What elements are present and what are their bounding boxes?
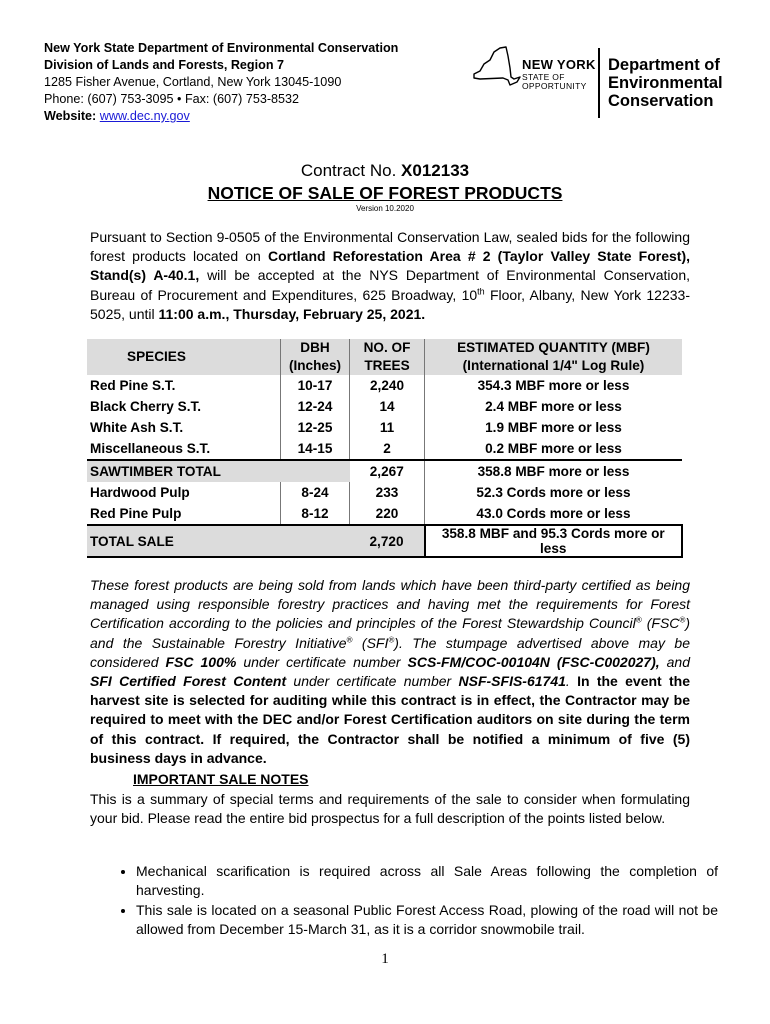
version-label: Version 10.2020: [356, 204, 414, 213]
new-york-state-map-icon: [470, 44, 522, 88]
intro-paragraph: Pursuant to Section 9-0505 of the Environmental Conservation Law, sealed bids for the following forest products located on Cortland Reforestation Area # 2 (Taylor Valley State Forest), Stand(s) A-40.1, will be accepted at the NYS Department of Environmental Conservation, Bureau of Procurement and Expenditures, 625 Broadway, 10th Floor, Albany, New York 12233-5025, until 11:00 a.m., Thursday, February 25, 2021.: [90, 229, 691, 322]
sawtimber-total-row: SAWTIMBER TOTAL 2,267 358.8 MBF more or less: [87, 460, 682, 482]
website-link[interactable]: www.dec.ny.gov: [99, 109, 190, 123]
title-block: [0, 160, 770, 214]
logo-new-york: NEW YORK: [522, 57, 596, 72]
table-row: Red Pine S.T. 10-17 2,240 354.3 MBF more or less: [87, 375, 682, 396]
col-header-dbh: DBH (Inches): [281, 339, 350, 375]
address: 1285 Fisher Avenue, Cortland, New York 13045-1090: [44, 75, 342, 89]
document-title: NOTICE OF SALE OF FOREST PRODUCTS: [207, 183, 563, 203]
list-item: • This sale is located on a seasonal Public Forest Access Road, plowing of the road will not be allowed from December 15-March 31, as it is a corridor snowmobile trail.: [136, 901, 718, 939]
website-label: Website:: [44, 109, 97, 123]
phone-fax: Phone: (607) 753-3095 • Fax: (607) 753-8532: [44, 92, 300, 106]
sale-notes-heading: IMPORTANT SALE NOTES: [133, 771, 309, 787]
contract-number: Contract No. X012133: [300, 161, 470, 180]
nys-dec-logo: [470, 44, 730, 122]
col-header-trees: NO. OF TREES: [350, 339, 425, 375]
table-row: White Ash S.T. 12-25 11 1.9 MBF more or less: [87, 417, 682, 438]
table-row: Hardwood Pulp 8-24 233 52.3 Cords more or less: [87, 482, 682, 503]
page-number: 1: [381, 951, 389, 967]
certification-paragraph: These forest products are being sold from lands which have been third-party certified as being managed using responsible forestry practices and having met the requirements for Forest Certification according to the policies and principles of the Forest Stewardship Council® (FSC®) and the Sustainable Forestry Initiative® (SFI®). The stumpage advertised above may be considered FSC 100% under certificate number SCS-FM/COC-00104N (FSC-C002027), and SFI Certified Forest Content under certificate number NSF-SFIS-61741. In the event the harvest site is selected for auditing while this contract is in effect, the Contractor may be required to meet with the DEC and/or Forest Certification auditors on site during the term of this contract. If required, the Contractor shall be notified a minimum of five (5) business days in advance.: [90, 577, 691, 766]
sale-notes-intro: This is a summary of special terms and requirements of the sale to consider when formulating your bid. Please read the entire bid prospectus for a full description of the points listed below.: [90, 791, 690, 827]
sale-notes-list: [110, 862, 718, 940]
table-row: Black Cherry S.T. 12-24 14 2.4 MBF more or less: [87, 396, 682, 417]
table-row: Miscellaneous S.T. 14-15 2 0.2 MBF more or less: [87, 438, 682, 460]
logo-department-name: Department of Environmental Conservation: [608, 56, 723, 110]
logo-divider: [598, 48, 600, 118]
col-header-quantity: ESTIMATED QUANTITY (MBF) (International 1/4" Log Rule): [425, 339, 683, 375]
col-header-species: SPECIES: [87, 339, 281, 375]
table-row: Red Pine Pulp 8-12 220 43.0 Cords more or less: [87, 503, 682, 525]
logo-state-of-opportunity: STATE OF OPPORTUNITY: [522, 72, 587, 91]
total-sale-row: TOTAL SALE 2,720 358.8 MBF and 95.3 Cords more or less: [87, 525, 682, 557]
letterhead: [44, 40, 398, 125]
division-name: Division of Lands and Forests, Region 7: [44, 58, 285, 72]
table-header-row: [87, 339, 682, 375]
forest-products-table: [87, 339, 683, 558]
agency-name: New York State Department of Environmental Conservation: [44, 41, 399, 55]
list-item: • Mechanical scarification is required across all Sale Areas following the completion of harvesting.: [136, 862, 718, 900]
